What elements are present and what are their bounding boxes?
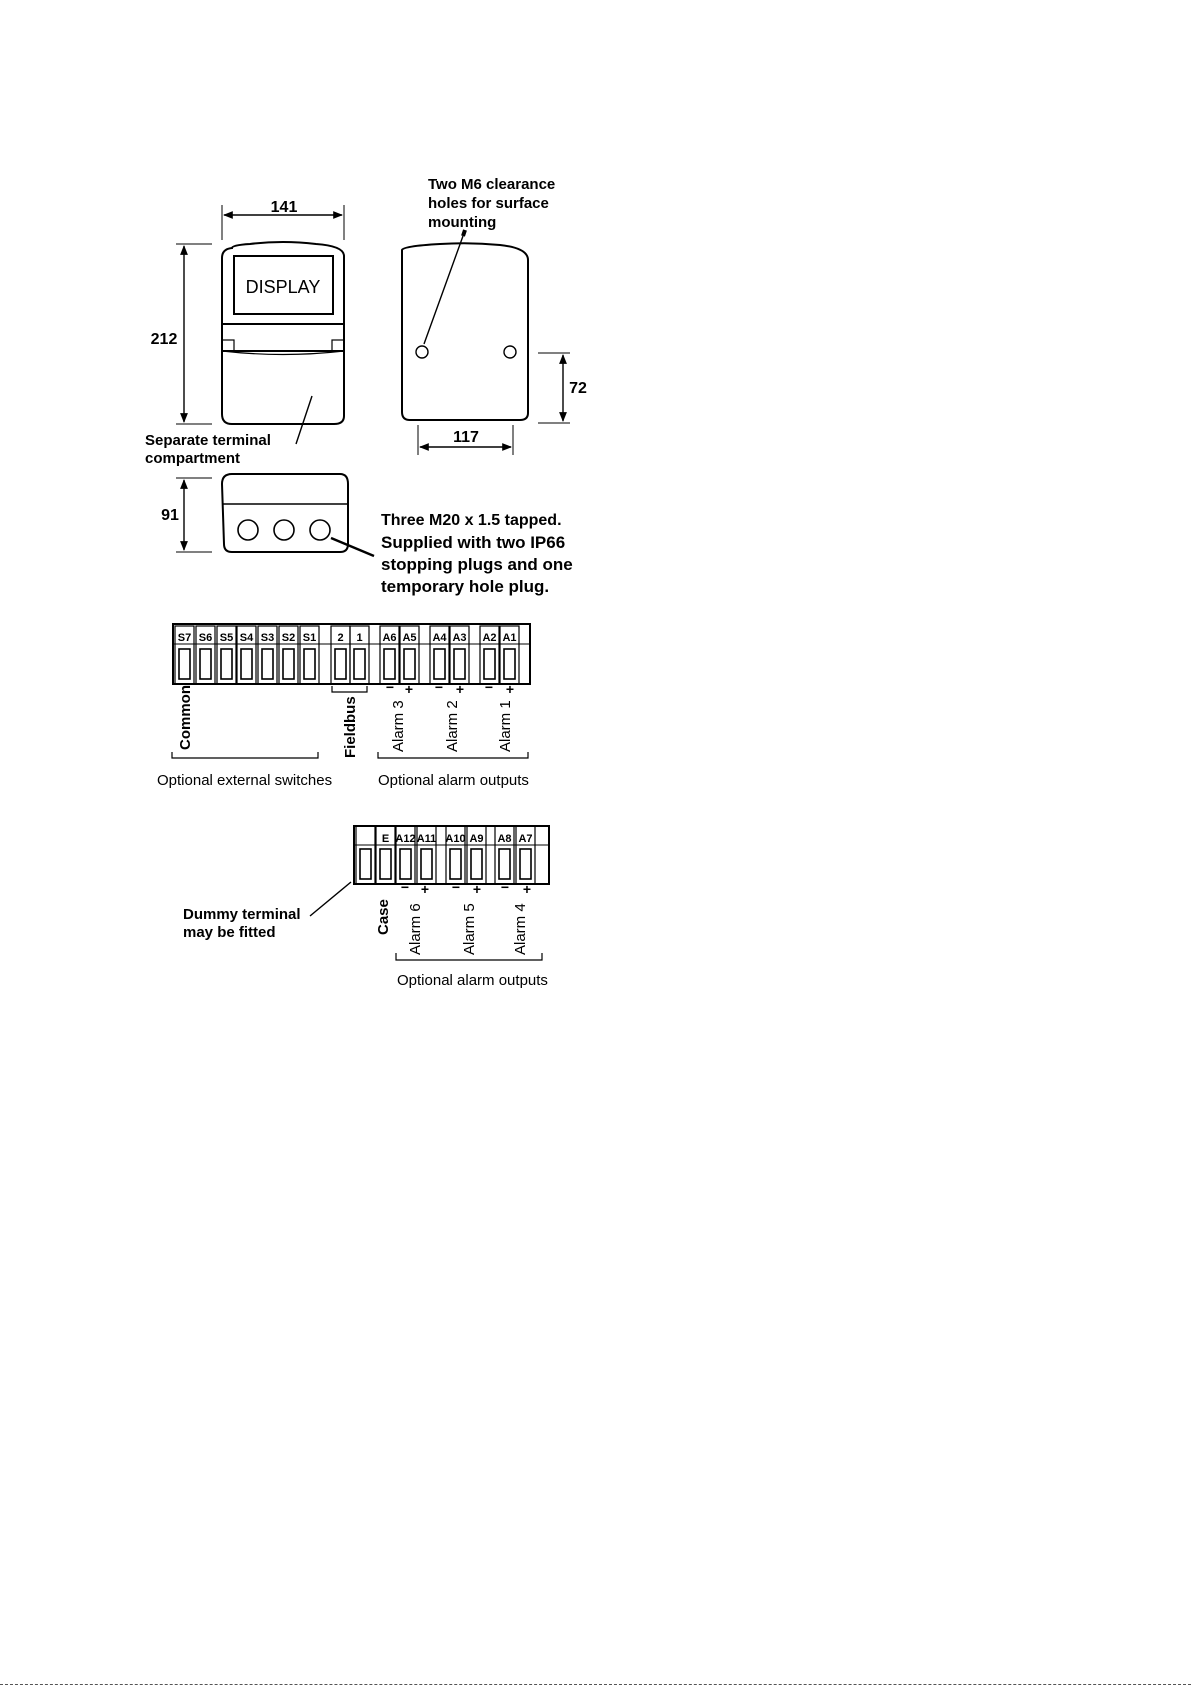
- strip-1-terminal-slot: [304, 649, 315, 679]
- strip-2-plus-sign: +: [472, 881, 482, 897]
- switches-bracket: [172, 752, 318, 758]
- alarm-3-label: Alarm 3: [390, 700, 407, 752]
- strip-1-terminal-label: S5: [219, 632, 234, 644]
- display-label: DISPLAY: [245, 277, 321, 297]
- hole-height-dim-label: 72: [569, 380, 587, 397]
- strip-1-terminal-slot: [384, 649, 395, 679]
- strip-2-plus-sign: +: [522, 881, 532, 897]
- mounting-hole-right: [504, 346, 516, 358]
- strip-1-terminal-label: S1: [302, 632, 317, 644]
- alarm-caption-1: Optional alarm outputs: [378, 772, 529, 789]
- strip-2-terminal-label: A9: [469, 833, 484, 845]
- dummy-note-line1: Dummy terminal: [183, 906, 301, 923]
- strip-1-terminal-slot: [354, 649, 365, 679]
- gland-note-line2: Supplied with two IP66: [381, 533, 566, 552]
- strip-1-terminal-slot: [179, 649, 190, 679]
- strip-2-terminal-label: A8: [497, 833, 512, 845]
- strip-1-terminal-label: S4: [239, 632, 254, 644]
- gland-leader: [331, 538, 374, 556]
- strip-1-terminal-label: A4: [432, 632, 447, 644]
- terminal-note-line1: Separate terminal: [145, 432, 271, 449]
- strip-1-terminal-slot: [200, 649, 211, 679]
- strip-1-terminal-label: A3: [452, 632, 467, 644]
- holes-note-line2: holes for surface: [428, 195, 549, 212]
- gland-hole-3: [310, 520, 330, 540]
- front-view: [176, 205, 344, 444]
- strip-1-plus-sign: +: [404, 681, 414, 697]
- gland-hole-1: [238, 520, 258, 540]
- strip-2-terminal-slot: [471, 849, 482, 879]
- strip-2-terminal-slot: [421, 849, 432, 879]
- strip-2-terminal-slot: [380, 849, 391, 879]
- strip-2-terminal-label: A10: [445, 833, 466, 845]
- strip-2-plus-sign: +: [420, 881, 430, 897]
- alarm-4-label: Alarm 4: [512, 903, 529, 955]
- alarm-2-label: Alarm 2: [444, 700, 461, 752]
- strip-1-plus-sign: +: [505, 681, 515, 697]
- fieldbus-bracket: [332, 686, 367, 692]
- strip-2-terminal-label: A11: [416, 833, 437, 845]
- strip-1-terminal-slot: [484, 649, 495, 679]
- strip-1-plus-sign: +: [455, 681, 465, 697]
- gland-note-line4: temporary hole plug.: [381, 577, 550, 596]
- hole-spacing-dim-label: 117: [453, 429, 479, 446]
- strip-2-terminal-slot: [499, 849, 510, 879]
- holes-note-line3: mounting: [428, 214, 497, 231]
- switches-caption: Optional external switches: [157, 772, 333, 789]
- gland-hole-2: [274, 520, 294, 540]
- holes-leader: [424, 236, 463, 344]
- strip-1-terminal-slot: [434, 649, 445, 679]
- strip-2-minus-sign: −: [400, 879, 410, 895]
- strip-1-minus-sign: −: [434, 679, 444, 695]
- strip-1-terminal-slot: [404, 649, 415, 679]
- strip-1-terminal-label: S2: [281, 632, 296, 644]
- strip-1-terminal-label: S3: [260, 632, 275, 644]
- strip-1-terminal-label: 1: [356, 632, 363, 644]
- gland-note-line1: Three M20 x 1.5 tapped.: [381, 512, 562, 529]
- strip-1-terminal-label: A2: [482, 632, 497, 644]
- height-dim-label: 212: [150, 331, 178, 348]
- strip-1-minus-sign: −: [385, 679, 395, 695]
- fieldbus-label: Fieldbus: [342, 696, 359, 758]
- strip-1-terminal-slot: [454, 649, 465, 679]
- dummy-note-line2: may be fitted: [183, 924, 276, 941]
- strip-1-minus-sign: −: [484, 679, 494, 695]
- strip-1-terminal-label: A1: [502, 632, 517, 644]
- strip-1-terminal-slot: [241, 649, 252, 679]
- back-view: [402, 230, 570, 455]
- alarm-6-label: Alarm 6: [407, 903, 424, 955]
- strip-1-terminal-label: S7: [177, 632, 192, 644]
- strip-2-terminal-slot: [360, 849, 371, 879]
- common-label: Common: [177, 685, 194, 750]
- strip-1-terminal-slot: [262, 649, 273, 679]
- strip-2-terminal-slot: [400, 849, 411, 879]
- strip-2-terminal-slot: [450, 849, 461, 879]
- alarm-5-label: Alarm 5: [461, 903, 478, 955]
- gland-note-line3: stopping plugs and one: [381, 555, 573, 574]
- strip-1-terminal-label: 2: [337, 632, 344, 644]
- dummy-leader: [310, 882, 351, 916]
- holes-note-line1: Two M6 clearance: [428, 176, 556, 193]
- strip-2-minus-sign: −: [451, 879, 461, 895]
- alarm-1-label: Alarm 1: [497, 700, 514, 752]
- strip-1-terminal-slot: [283, 649, 294, 679]
- front-case-outline: [222, 242, 344, 424]
- strip-2-terminal-label: A12: [395, 833, 416, 845]
- strip-2-terminal-label: A7: [518, 833, 533, 845]
- strip-1-terminal-label: A5: [402, 632, 417, 644]
- terminal-note-line2: compartment: [145, 450, 241, 467]
- strip-1-terminal-slot: [335, 649, 346, 679]
- mounting-hole-left: [416, 346, 428, 358]
- back-case-outline: [402, 243, 528, 420]
- strip-1-terminal-label: S6: [198, 632, 213, 644]
- case-label: Case: [375, 899, 392, 935]
- width-dim-label: 141: [270, 199, 298, 216]
- strip-2-terminal-slot: [520, 849, 531, 879]
- strip-2-terminal-cell: [356, 826, 375, 884]
- strip-2-terminal-label: E: [381, 833, 390, 845]
- terminal-leader: [296, 396, 312, 444]
- bottom-view: [176, 474, 374, 556]
- strip-1-terminal-slot: [504, 649, 515, 679]
- strip-2-minus-sign: −: [500, 879, 510, 895]
- strip-1-terminal-slot: [221, 649, 232, 679]
- alarm-caption-2: Optional alarm outputs: [397, 972, 548, 989]
- strip-1-terminal-label: A6: [382, 632, 397, 644]
- depth-dim-label: 91: [161, 507, 179, 524]
